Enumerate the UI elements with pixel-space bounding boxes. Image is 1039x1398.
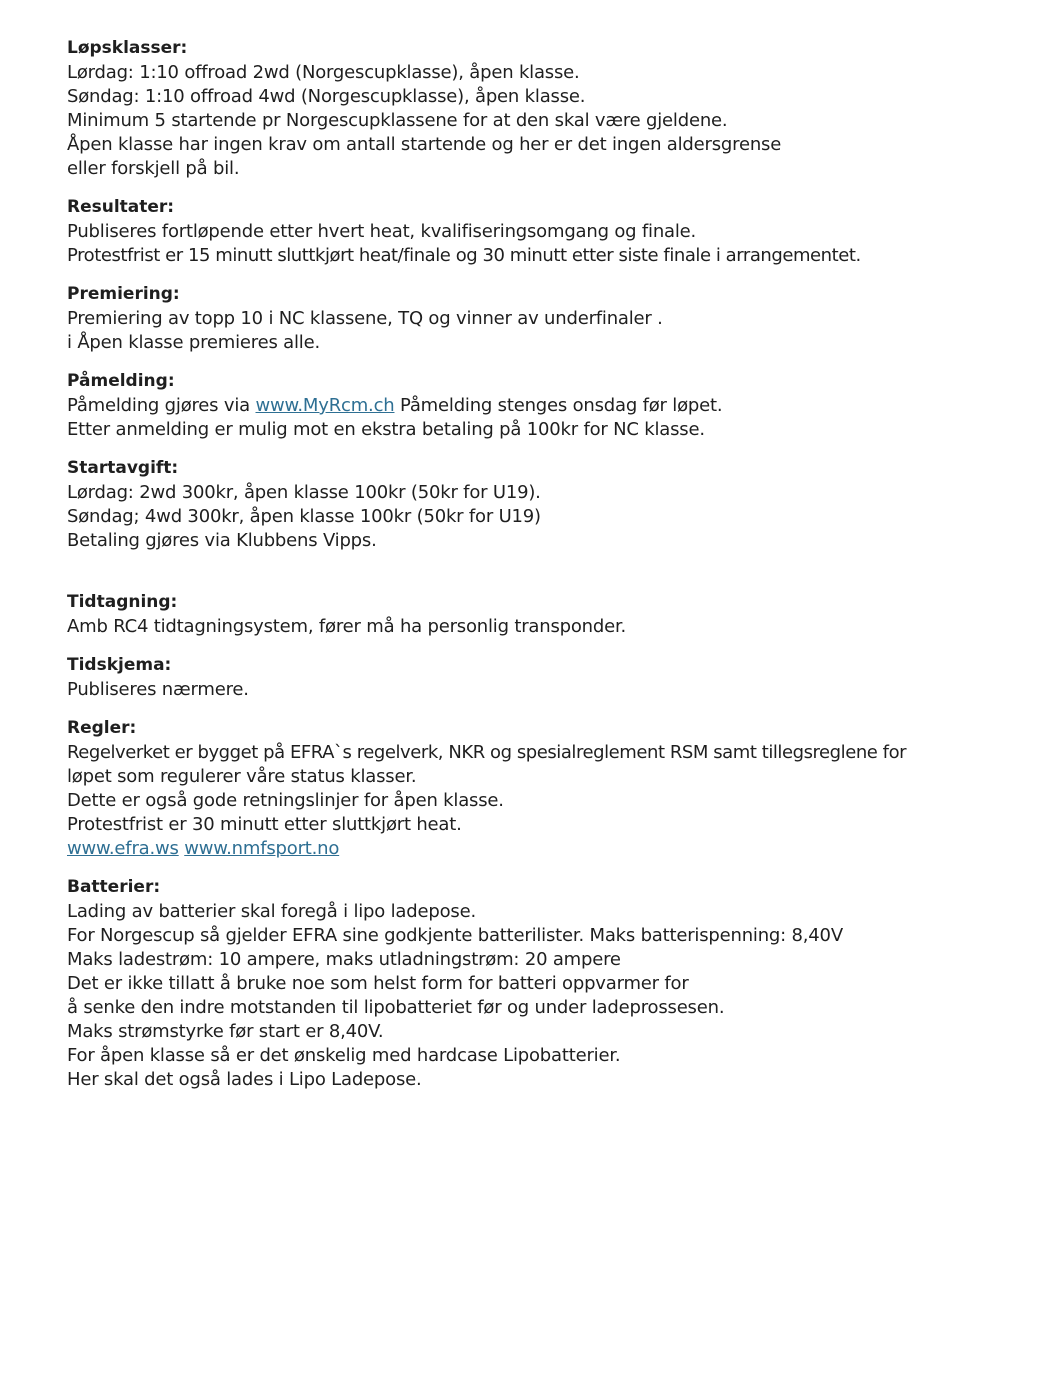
- section-pamelding: [67, 369, 1039, 442]
- section-heading: Batterier:: [67, 877, 161, 897]
- section-lopsklasser: [67, 36, 1039, 181]
- text-line: Dette er også gode retningslinjer for åpen klasse.: [67, 790, 504, 811]
- text-line: Her skal det også lades i Lipo Ladepose.: [67, 1069, 422, 1090]
- text-line: [67, 394, 1039, 418]
- text-line: Amb RC4 tidtagningsystem, fører må ha personlig transponder.: [67, 616, 627, 637]
- text-line: i Åpen klasse premieres alle.: [67, 332, 320, 353]
- text-line: Maks strømstyrke før start er 8,40V.: [67, 1021, 384, 1042]
- text-line: [67, 837, 1039, 861]
- text-line: Søndag: 1:10 offroad 4wd (Norgescupklasse), åpen klasse.: [67, 86, 586, 107]
- text-line: Maks ladestrøm: 10 ampere, maks utladningstrøm: 20 ampere: [67, 949, 621, 970]
- efra-link[interactable]: www.efra.ws: [67, 838, 179, 859]
- section-heading: Regler:: [67, 718, 137, 738]
- text-line: Regelverket er bygget på EFRA`s regelverk, NKR og spesialreglement RSM samt tillegsreglene for: [67, 742, 907, 763]
- text-line: Minimum 5 startende pr Norgescupklassene for at den skal være gjeldene.: [67, 110, 728, 131]
- text-line: å senke den indre motstanden til lipobatteriet før og under ladeprossesen.: [67, 997, 725, 1018]
- section-heading: Løpsklasser:: [67, 38, 188, 58]
- nmfsport-link[interactable]: www.nmfsport.no: [184, 838, 340, 859]
- section-heading: Tidtagning:: [67, 592, 178, 612]
- myrcm-link[interactable]: www.MyRcm.ch: [255, 395, 395, 416]
- section-tidskjema: [67, 653, 1039, 702]
- text-line: Lading av batterier skal foregå i lipo ladepose.: [67, 901, 476, 922]
- text-line: Protestfrist er 30 minutt etter sluttkjørt heat.: [67, 814, 462, 835]
- section-startavgift: [67, 456, 1039, 553]
- text-line: Protestfrist er 15 minutt sluttkjørt heat/finale og 30 minutt etter siste finale i arrangementet.: [67, 245, 861, 266]
- document-body: [67, 36, 1039, 1092]
- text-line: løpet som regulerer våre status klasser.: [67, 766, 417, 787]
- text-fragment: Påmelding stenges onsdag før løpet.: [394, 395, 723, 416]
- section-heading: Startavgift:: [67, 458, 179, 478]
- section-premiering: [67, 282, 1039, 355]
- text-fragment: Påmelding gjøres via: [67, 395, 256, 416]
- section-heading: Premiering:: [67, 284, 180, 304]
- section-heading: Resultater:: [67, 197, 175, 217]
- section-batterier: [67, 875, 1039, 1092]
- text-line: Lørdag: 2wd 300kr, åpen klasse 100kr (50kr for U19).: [67, 482, 541, 503]
- text-line: Åpen klasse har ingen krav om antall startende og her er det ingen aldersgrense: [67, 134, 782, 155]
- text-line: Publiseres nærmere.: [67, 679, 249, 700]
- text-line: Publiseres fortløpende etter hvert heat, kvalifiseringsomgang og finale.: [67, 221, 697, 242]
- text-line: Betaling gjøres via Klubbens Vipps.: [67, 530, 377, 551]
- section-heading: Tidskjema:: [67, 655, 172, 675]
- text-line: For Norgescup så gjelder EFRA sine godkjente batterilister. Maks batterispenning: 8,40V: [67, 925, 843, 946]
- section-resultater: [67, 195, 1039, 268]
- section-regler: [67, 716, 1039, 861]
- text-line: For åpen klasse så er det ønskelig med hardcase Lipobatterier.: [67, 1045, 621, 1066]
- text-line: eller forskjell på bil.: [67, 158, 240, 179]
- text-line: Det er ikke tillatt å bruke noe som helst form for batteri oppvarmer for: [67, 973, 689, 994]
- text-line: Etter anmelding er mulig mot en ekstra betaling på 100kr for NC klasse.: [67, 419, 705, 440]
- text-line: Søndag; 4wd 300kr, åpen klasse 100kr (50kr for U19): [67, 506, 541, 527]
- section-tidtagning: [67, 590, 1039, 639]
- text-line: Lørdag: 1:10 offroad 2wd (Norgescupklasse), åpen klasse.: [67, 62, 580, 83]
- text-line: Premiering av topp 10 i NC klassene, TQ og vinner av underfinaler .: [67, 308, 663, 329]
- section-heading: Påmelding:: [67, 371, 175, 391]
